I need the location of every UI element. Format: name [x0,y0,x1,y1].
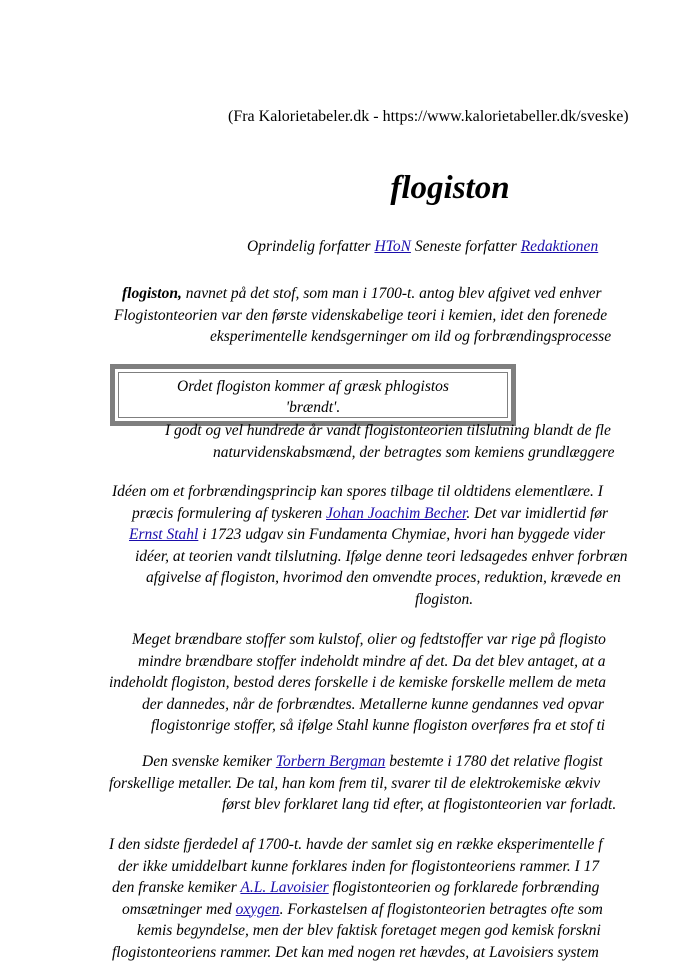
paragraph-line: afgivelse af flogiston, hvorimod den omvendte proces, reduktion, krævede en [146,569,621,586]
paragraph-line: indeholdt flogiston, bestod deres forskelle i de kemiske forskelle mellem de meta [109,674,607,691]
paragraph [109,629,607,737]
paragraph-line: først blev forklaret lang tid efter, at flogistonteorien var forladt. [222,796,617,813]
paragraph-line: omsætninger med [122,900,236,918]
paragraph-line: kemis begyndelse, men der blev faktisk foretaget megen god kemisk forskni [137,922,601,939]
intro-line: navnet på det stof, som man i 1700-t. antog blev afgivet ved enhver [181,285,602,302]
intro-line: Flogistonteorien var den første videnskabelige teori i kemien, idet den forenede [114,306,608,324]
bergman-link[interactable]: Torbern Bergman [275,753,386,770]
etymology-line: 'brændt'. [285,399,341,416]
etymology-box [110,364,516,426]
intro-term: flogiston, [122,285,182,302]
paragraph-line: flogistonteorien og forklarede forbrænding [328,879,600,896]
paragraph-line: bestemte i 1780 det relative flogist [385,753,603,770]
paragraph-line: flogistonteoriens rammer. Det kan med nogen ret hævdes, at Lavoisiers system [112,943,599,961]
paragraph-line: Idéen om et forbrændingsprincip kan spores tilbage til oldtidens elementlære. I [112,483,603,500]
paragraph-line: idéer, at teorien vandt tilslutning. Ifølge denne teori ledsagedes enhver forbræn [135,547,628,565]
latest-author-label: Seneste forfatter [414,238,517,255]
paragraph-line: Den svenske kemiker [142,753,276,770]
page-title: flogiston [390,170,510,206]
source-line: (Fra Kalorietabeler.dk - https://www.kalorietabeller.dk/sveske) [228,108,629,125]
stahl-link[interactable]: Ernst Stahl [129,526,199,543]
lavoisier-link[interactable]: A.L. Lavoisier [240,879,329,896]
paragraph [109,834,603,963]
paragraph-line: naturvidenskabsmænd, der betragtes som kemiens grundlæggere [213,443,615,461]
paragraph [112,481,627,610]
paragraph-line: flogistonrige stoffer, så ifølge Stahl kunne flogiston overføres fra et stof ti [151,717,606,734]
paragraph [165,420,615,463]
paragraph-line: den franske kemiker [112,879,241,896]
paragraph-line: præcis formulering af tyskeren [132,504,327,522]
paragraph-line: Meget brændbare stoffer som kulstof, olier og fedtstoffer var rige på flogisto [132,631,606,648]
paragraph-line: i 1723 udgav sin Fundamenta Chymiae, hvori han byggede vider [198,526,606,543]
paragraph-line: der dannedes, når de forbrændtes. Metallerne kunne gendannes ved opvar [142,695,604,713]
etymology-line: Ordet flogiston kommer af græsk phlogistos [177,378,449,395]
paragraph-line: I godt og vel hundrede år vandt flogistonteorien tilslutning blandt de fle [165,422,611,439]
etymology-box-inner [118,372,508,418]
paragraph-line: mindre brændbare stoffer indeholdt mindre af det. Da det blev antaget, at a [138,652,606,670]
paragraph [109,751,617,816]
paragraph-line: I den sidste fjerdedel af 1700-t. havde der samlet sig en række eksperimentelle f [109,836,603,853]
paragraph-line: . Forkastelsen af flogistonteorien betragtes ofte som [279,900,603,918]
intro-paragraph [110,283,680,348]
oxygen-link[interactable]: oxygen [235,900,280,918]
latest-author-link[interactable]: Redaktionen [520,238,599,255]
becher-link[interactable]: Johan Joachim Becher [326,504,467,522]
original-author-link[interactable]: HToN [374,238,411,255]
paragraph-line: der ikke umiddelbart kunne forklares inden for flogistonteoriens rammer. I 17 [118,857,600,875]
author-line [247,238,598,256]
intro-line: eksperimentelle kendsgerninger om ild og forbrændingsprocesse [210,328,612,345]
paragraph-line: . Det var imidlertid før [466,504,608,522]
paragraph-line: flogiston. [415,590,474,608]
original-author-label: Oprindelig forfatter [247,238,371,255]
paragraph-line: forskellige metaller. De tal, han kom frem til, svarer til de elektrokemiske ækviv [109,774,601,792]
